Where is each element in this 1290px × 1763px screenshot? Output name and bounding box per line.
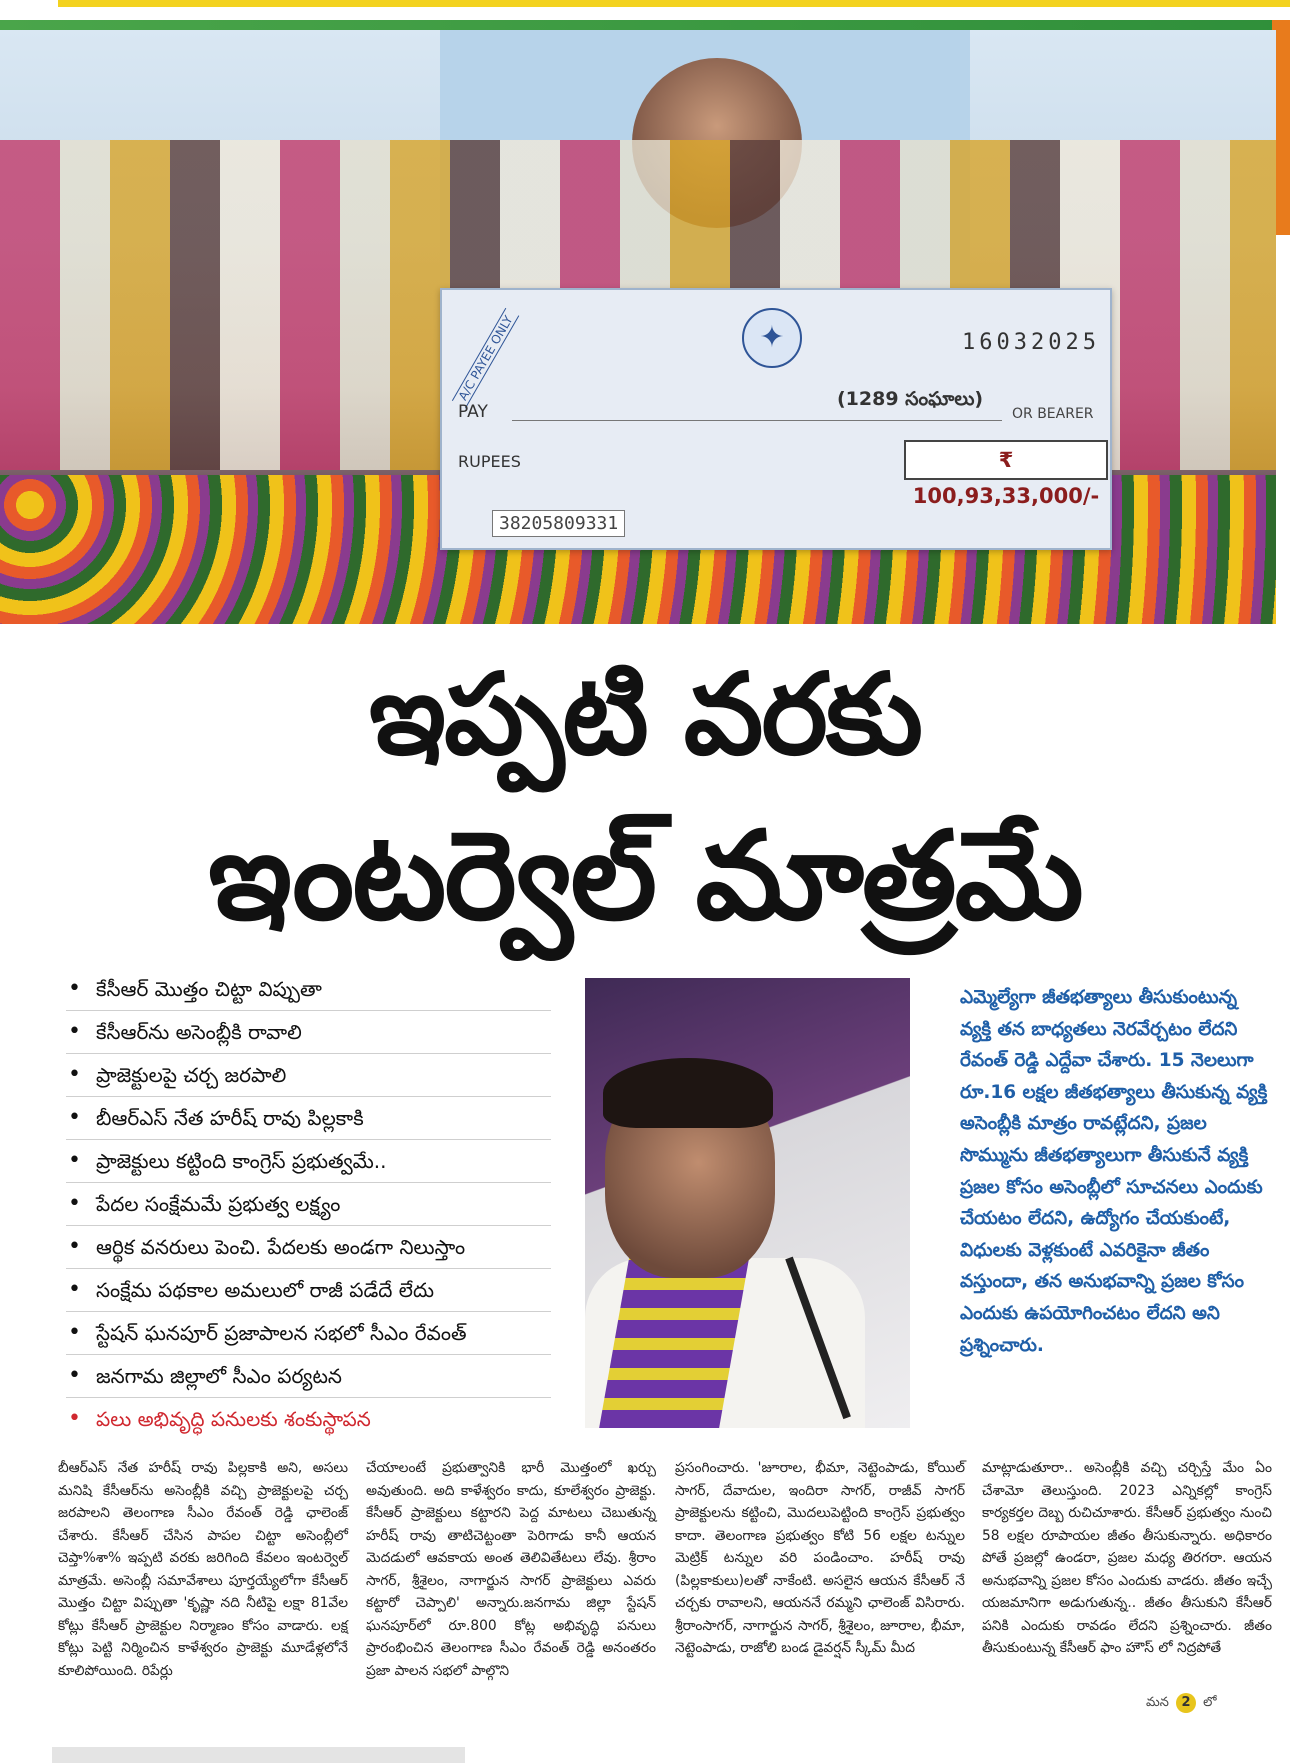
page-label-before: మన [1146, 1695, 1169, 1710]
headline-line-2: ఇంటర్వెల్ మాత్రమే [208, 805, 1082, 947]
cheque-payee: (1289 సంఘాలు) [837, 388, 984, 410]
highlight-item-red: • పలు అభివృద్ధి పనులకు శంకుస్థాపన [66, 1398, 551, 1440]
cm-speaking-photo [585, 978, 910, 1428]
photo-hair [603, 1058, 773, 1128]
cheque-number: 38205809331 [492, 510, 625, 537]
highlight-item: • ఆర్థిక వనరులు పెంచి. పేదలకు అండగా నిలుస్తాం [66, 1226, 551, 1269]
highlight-item: • జనగామ జిల్లాలో సీఎం పర్యటన [66, 1355, 551, 1398]
article-column-3: ప్రసంగించారు. 'జూరాల, భీమా, నెట్టెంపాడు, కోయిల్ సాగర్, దేవాదుల, ఇందిరా సాగర్, రాజీవ్ సాగర్ ప్రాజెక్టులను కట్టించి, మొదలుపెట్టింది కాంగ్రెస్ ప్రభుత్వం కాదా. తెలంగాణ ప్రభుత్వం కోటి 56 లక్షల టన్నుల మెట్రిక్ టన్నుల వరి పండించాం. హరీష్ రావు (పిల్లకాకులు)లతో నాకేంటి. అసలైన ఆయన కేసీఆర్ నే చర్చకు రావాలని, ఆయననే రమ్మని ఛాలెంజ్ విసిరారు. శ్రీరాంసాగర్, నాగార్జున సాగర్, శ్రీశైలం, జూరాల, భీమా, నెట్టెంపాడు, రాజోలి బండ డైవర్షన్ స్కీమ్ మీద [675, 1460, 965, 1656]
highlight-item: • ప్రాజెక్టులపై చర్చ జరపాలి [66, 1054, 551, 1097]
article-body [58, 1457, 1290, 1689]
big-cheque [440, 288, 1112, 550]
headline-line-1: ఇప్పటి వరకు [368, 650, 922, 780]
cheque-amount: ₹ 100,93,33,000/- [904, 440, 1108, 480]
bottom-gray-bar [52, 1747, 465, 1763]
page-label-after: లో [1203, 1695, 1217, 1710]
cheque-rupees-label: RUPEES [458, 452, 521, 471]
top-color-bar [58, 0, 1290, 7]
highlight-item: • కేసీఆర్ మొత్తం చిట్టా విప్పుతా [66, 968, 551, 1011]
highlight-item: • పేదల సంక్షేమమే ప్రభుత్వ లక్ష్యం [66, 1183, 551, 1226]
continued-page-marker [1146, 1693, 1274, 1715]
highlight-item: • స్టేషన్ ఘనపూర్ ప్రజాపాలన సభలో సీఎం రేవంత్ [66, 1312, 551, 1355]
cheque-logo-icon: ✦ [742, 308, 802, 368]
cheque-date: 16032025 [962, 330, 1100, 355]
article-column-4: మాట్లాడుతూరా.. అసెంబ్లీకి వచ్చి చర్చిస్తే మేం ఏం చేశామో తెలుస్తుంది. 2023 ఎన్నికల్లో కాంగ్రెస్ కార్యకర్తల దెబ్బ రుచిచూశారు. కేసీఆర్ ప్రభుత్వం నుంచి 58 లక్షల రూపాయల జీతం తీసుకున్నారు. అధికారం పోతే ప్రజల్లో ఉండరా, ప్రజల మధ్య తిరగరా. ఆయన అనుభవాన్ని ప్రజల కోసం ఎందుకు వాడరు. జీతం ఇచ్చే యజమానిగా అడుగుతున్న.. జీతం తీసుకుని కేసీఆర్ పనికి ఎందుకు రావడం లేదని ప్రశ్నించారు. జీతం తీసుకుంటున్న కేసీఆర్ ఫాం హౌస్ లో నిద్రపోతే [982, 1460, 1272, 1656]
page-number-badge: 2 [1176, 1693, 1196, 1713]
pull-quote: ఎమ్మెల్యేగా జీతభత్యాలు తీసుకుంటున్న వ్యక్తి తన బాధ్యతలు నెరవేర్చటం లేదని రేవంత్ రెడ్డి ఎద్దేవా చేశారు. 15 నెలలుగా రూ.16 లక్షల జీతభత్యాలు తీసుకున్న వ్యక్తి అసెంబ్లీకి మాత్రం రావట్లేదని, ప్రజల సొమ్మును జీతభత్యాలుగా తీసుకునే వ్యక్తి ప్రజల కోసం అసెంబ్లీలో సూచనలు ఎందుకు చేయటం లేదని, ఉద్యోగం చేయకుంటే, విధులకు వెళ్లకుంటే ఎవరికైనా జీతం వస్తుందా, తన అనుభవాన్ని ప్రజల కోసం ఎందుకు ఉపయోగించటం లేదని అని ప్రశ్నించారు. [960, 987, 1268, 1356]
article-column-1: బీఆర్ఎస్ నేత హరీష్ రావు పిల్లకాకి అని, అసలు మనిషి కేసీఆర్‌ను అసెంబ్లీకి వచ్చి ప్రాజెక్టులపై చర్చ జరపాలని తెలంగాణ సీఎం రేవంత్ రెడ్డి ఛాలెంజ్ చేశారు. కేసీఆర్ చేసిన పాపల చిట్టా అసెంబ్లీలో చెప్తా%శా% ఇప్పటి వరకు జరిగింది కేవలం ఇంటర్వెల్ మాత్రమే. అసెంబ్లీ సమావేశాలు పూర్తయ్యేలోగా కేసీఆర్ మొత్తం చిట్టా విప్పుతా 'కృష్ణా నది నీటిపై లక్షా 81వేల కోట్లు కేసీఆర్ ప్రాజెక్టుల నిర్మాణం కోసం వాడారు. లక్ష కోట్లు పెట్టి నిర్మించిన కాళేశ్వరం ప్రాజెక్టు మూడేళ్లలోనే కూలిపోయింది. రిపేర్లు [58, 1460, 348, 1679]
highlights-list [66, 968, 551, 1440]
cheque-ac-payee: A/C PAYEE ONLY [452, 308, 520, 409]
green-band [0, 20, 1290, 30]
highlight-item: • కేసీఆర్‌ను అసెంబ్లీకి రావాలి [66, 1011, 551, 1054]
cheque-or-bearer: OR BEARER [1012, 406, 1094, 422]
highlight-item: • ప్రాజెక్టులు కట్టింది కాంగ్రెస్ ప్రభుత్వమే.. [66, 1140, 551, 1183]
highlight-item: • సంక్షేమ పథకాల అమలులో రాజీ పడేదే లేదు [66, 1269, 551, 1312]
event-photo [0, 30, 1276, 624]
highlight-item: • బీఆర్ఎస్ నేత హరీష్ రావు పిల్లకాకి [66, 1097, 551, 1140]
cheque-pay-label: PAY [458, 402, 488, 422]
article-column-2: చేయాలంటే ప్రభుత్వానికి భారీ మొత్తంలో ఖర్చు అవుతుంది. అది కాళేశ్వరం కాదు, కూలేశ్వరం ప్రాజెక్టు. కేసీఆర్ ప్రాజెక్టులు కట్టారని పెద్ద మాటలు చెబుతున్న హరీష్ రావు తాటిచెట్టంతా పెరిగాడు కానీ ఆయన మెదడులో ఆవకాయ అంత తెలివితేటలు లేవు. శ్రీరాం సాగర్, శ్రీశైలం, నాగార్జున సాగర్ ప్రాజెక్టులు ఎవరు కట్టారో చెప్పాలి' అన్నారు.జనగామ జిల్లా స్టేషన్ ఘనపూర్‌లో రూ.800 కోట్ల అభివృద్ధి పనులు ప్రారంభించిన తెలంగాణ సీఎం రేవంత్ రెడ్డి అనంతరం ప్రజా పాలన సభలో పాల్గొని [366, 1460, 656, 1679]
